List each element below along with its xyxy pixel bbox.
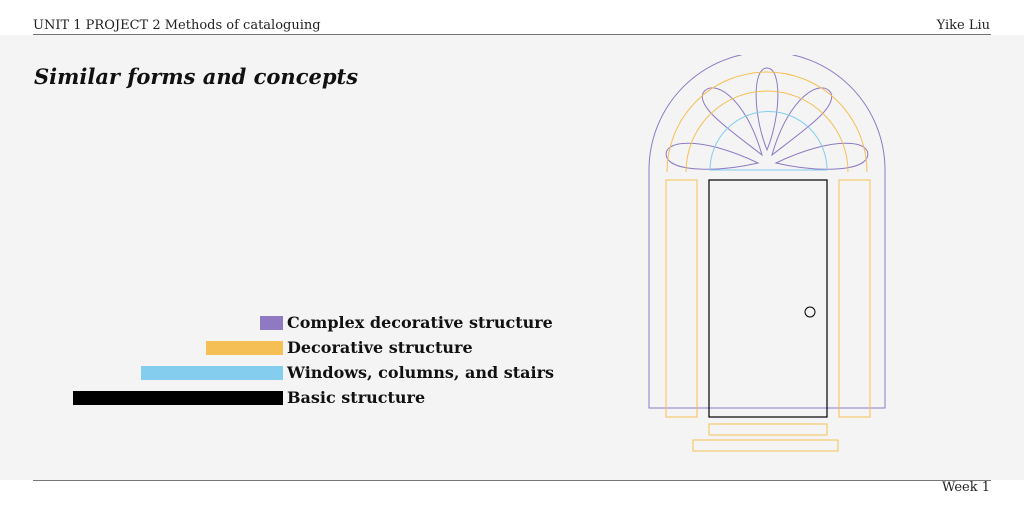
- legend-label: Basic structure: [287, 388, 426, 407]
- legend-item-basic-structure: [0, 390, 560, 406]
- fanlight-window: [710, 112, 827, 171]
- petal-left: [702, 88, 762, 155]
- footer-week: Week 1: [942, 480, 990, 495]
- decorative-arch: [667, 72, 867, 172]
- legend-swatch-windows-columns-stairs: [141, 366, 283, 380]
- right-column: [839, 180, 870, 417]
- page-title: Similar forms and concepts: [34, 64, 359, 89]
- legend-label: Complex decorative structure: [287, 313, 553, 332]
- legend-swatch-decorative: [206, 341, 283, 355]
- legend-item-complex-decorative: [0, 315, 560, 331]
- fanlight-petals: [666, 68, 868, 169]
- petal-far-right: [776, 143, 868, 169]
- legend-label: Decorative structure: [287, 338, 473, 357]
- left-column: [666, 180, 697, 417]
- bottom-divider: [33, 480, 991, 481]
- top-bar: [0, 0, 1024, 34]
- legend-item-decorative: [0, 340, 560, 356]
- legend-swatch-basic-structure: [73, 391, 283, 405]
- header-author: Yike Liu: [936, 18, 990, 33]
- petal-far-left: [666, 143, 758, 169]
- upper-step: [709, 424, 827, 435]
- doorway-diagram: [620, 55, 910, 465]
- door-knob: [805, 307, 815, 317]
- legend-label: Windows, columns, and stairs: [287, 363, 555, 382]
- outer-arch-outline: [649, 55, 885, 408]
- petal-center: [756, 68, 778, 150]
- legend-swatch-complex-decorative: [260, 316, 283, 330]
- legend-item-windows-columns-stairs: [0, 365, 560, 381]
- door: [709, 180, 827, 417]
- header-project-title: UNIT 1 PROJECT 2 Methods of cataloguing: [33, 18, 321, 33]
- lower-step: [693, 440, 838, 451]
